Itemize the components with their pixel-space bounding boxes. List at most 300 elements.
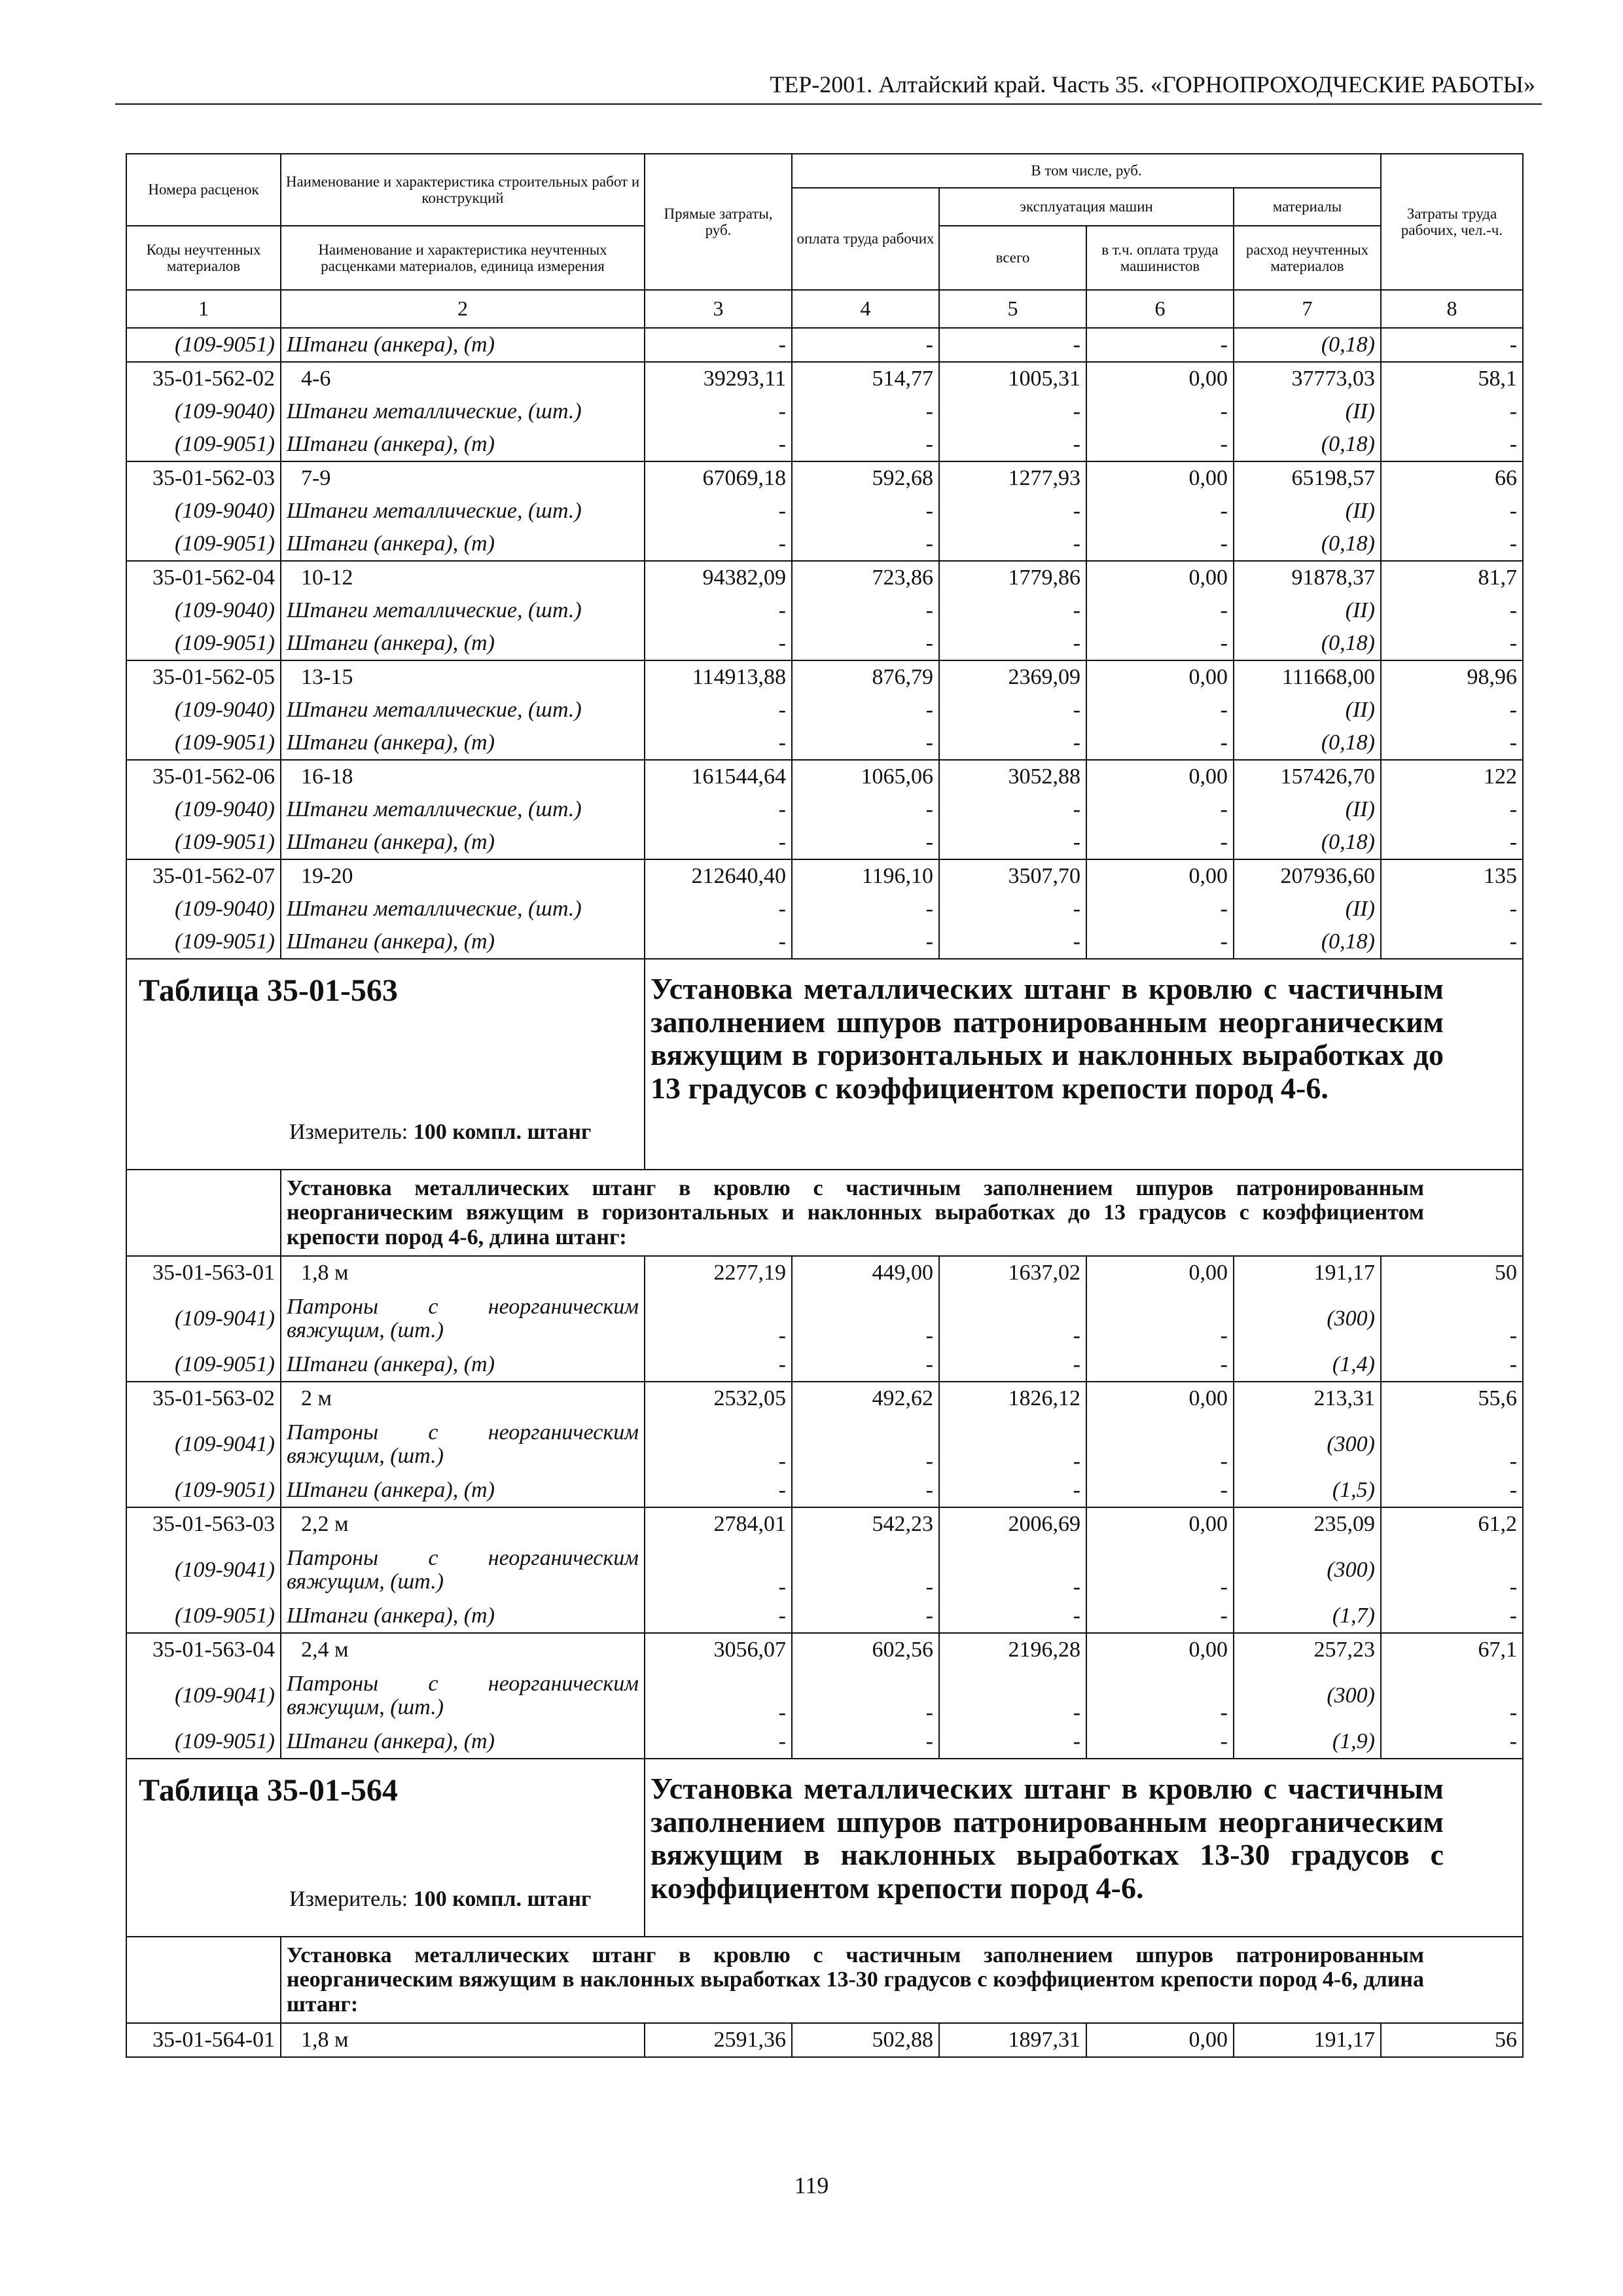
rate-name: Штанги (анкера), (т) xyxy=(281,1600,645,1633)
wages: - xyxy=(792,594,939,627)
wages: 514,77 xyxy=(792,362,939,395)
wages: - xyxy=(792,1474,939,1507)
operator-wages: 0,00 xyxy=(1086,760,1234,793)
direct-costs: - xyxy=(645,694,792,726)
labor-costs: - xyxy=(1381,1415,1523,1474)
material-usage: (300) xyxy=(1234,1541,1381,1600)
operator-wages: - xyxy=(1086,1415,1234,1474)
direct-costs: - xyxy=(645,826,792,859)
material-row xyxy=(126,925,1523,959)
table-563-title: Установка металлических штанг в кровлю с частичным заполнением шпуров патронированным неорганическим вяжущим в горизонтальных и наклонных выработках до 13 градусов с коэффициентом крепости пород 4-6. xyxy=(651,972,1444,1105)
rate-name: Штанги (анкера), (т) xyxy=(281,1474,645,1507)
material-row xyxy=(126,1541,1523,1600)
col-index: 4 xyxy=(792,290,939,328)
rate-row xyxy=(126,1633,1523,1666)
direct-costs: - xyxy=(645,1415,792,1474)
labor-costs: - xyxy=(1381,428,1523,461)
wages: 1196,10 xyxy=(792,859,939,893)
operator-wages: - xyxy=(1086,428,1234,461)
direct-costs: - xyxy=(645,1666,792,1725)
material-row xyxy=(126,1666,1523,1725)
machines-total: - xyxy=(939,726,1086,760)
labor-costs: - xyxy=(1381,826,1523,859)
labor-costs: - xyxy=(1381,627,1523,660)
machines-total: 1897,31 xyxy=(939,2023,1086,2057)
operator-wages: 0,00 xyxy=(1086,461,1234,495)
rate-name: Штанги (анкера), (т) xyxy=(281,328,645,362)
wages: - xyxy=(792,925,939,959)
col-index: 3 xyxy=(645,290,792,328)
header-labor-costs: Затраты труда рабочих, чел.-ч. xyxy=(1381,154,1523,290)
direct-costs: 2591,36 xyxy=(645,2023,792,2057)
material-usage: (II) xyxy=(1234,793,1381,826)
wages: - xyxy=(792,627,939,660)
rate-row xyxy=(126,859,1523,893)
rate-code: (109-9051) xyxy=(126,1600,281,1633)
material-row xyxy=(126,1348,1523,1382)
labor-costs: - xyxy=(1381,1474,1523,1507)
material-row xyxy=(126,395,1523,428)
material-usage: 111668,00 xyxy=(1234,660,1381,694)
col-index: 2 xyxy=(281,290,645,328)
labor-costs: - xyxy=(1381,1666,1523,1725)
material-usage: (0,18) xyxy=(1234,726,1381,760)
header-material-usage: расход неучтенных материалов xyxy=(1234,226,1381,290)
labor-costs: - xyxy=(1381,726,1523,760)
operator-wages: - xyxy=(1086,495,1234,528)
rate-code: 35-01-562-04 xyxy=(126,561,281,594)
rate-name: 1,8 м xyxy=(281,1256,645,1289)
measure-value: 100 компл. штанг xyxy=(413,1120,592,1144)
rate-name: 10-12 xyxy=(281,561,645,594)
table-563-measure xyxy=(132,1120,639,1145)
machines-total: - xyxy=(939,1666,1086,1725)
material-usage: 213,31 xyxy=(1234,1382,1381,1415)
header-total: всего xyxy=(939,226,1086,290)
measure-label: Измеритель: xyxy=(289,1120,408,1144)
operator-wages: - xyxy=(1086,627,1234,660)
header-direct-costs: Прямые затраты, руб. xyxy=(645,154,792,290)
direct-costs: 94382,09 xyxy=(645,561,792,594)
wages: - xyxy=(792,528,939,561)
direct-costs: - xyxy=(645,428,792,461)
labor-costs: 67,1 xyxy=(1381,1633,1523,1666)
table-563-desc: Установка металлических штанг в кровлю с частичным заполнением шпуров патронированным неорганическим вяжущим в горизонтальных и наклонных выработках до 13 градусов с коэффициентом крепости пород 4-6, длина штанг: xyxy=(287,1175,1425,1249)
rate-name: Штанги металлические, (шт.) xyxy=(281,495,645,528)
wages: - xyxy=(792,395,939,428)
material-row xyxy=(126,1415,1523,1474)
rate-name: Штанги металлические, (шт.) xyxy=(281,793,645,826)
col-index: 7 xyxy=(1234,290,1381,328)
machines-total: 2369,09 xyxy=(939,660,1086,694)
wages: 502,88 xyxy=(792,2023,939,2057)
header-machines: эксплуатация машин xyxy=(939,188,1234,226)
operator-wages: - xyxy=(1086,1474,1234,1507)
operator-wages: 0,00 xyxy=(1086,1382,1234,1415)
material-usage: (0,18) xyxy=(1234,528,1381,561)
rate-name: Штанги (анкера), (т) xyxy=(281,826,645,859)
header-col1-bottom: Коды неучтенных материалов xyxy=(126,226,281,290)
direct-costs: 114913,88 xyxy=(645,660,792,694)
rate-code: (109-9051) xyxy=(126,528,281,561)
direct-costs: 39293,11 xyxy=(645,362,792,395)
machines-total: - xyxy=(939,495,1086,528)
table-563-desc-row xyxy=(126,1170,1523,1256)
operator-wages: - xyxy=(1086,1289,1234,1348)
rate-name: 2,4 м xyxy=(281,1633,645,1666)
operator-wages: - xyxy=(1086,826,1234,859)
header-title: ТЕР-2001. Алтайский край. Часть 35. «ГОРНОПРОХОДЧЕСКИЕ РАБОТЫ» xyxy=(770,71,1535,98)
rate-code: 35-01-562-06 xyxy=(126,760,281,793)
machines-total: - xyxy=(939,1474,1086,1507)
material-usage: (II) xyxy=(1234,893,1381,925)
labor-costs: - xyxy=(1381,594,1523,627)
material-usage: (II) xyxy=(1234,694,1381,726)
wages: - xyxy=(792,1289,939,1348)
machines-total: - xyxy=(939,1541,1086,1600)
material-row xyxy=(126,694,1523,726)
direct-costs: - xyxy=(645,328,792,362)
rate-name: Патроны с неорганическим вяжущим, (шт.) xyxy=(281,1666,645,1725)
rate-name: Штанги (анкера), (т) xyxy=(281,1348,645,1382)
material-usage: (0,18) xyxy=(1234,627,1381,660)
machines-total: 1826,12 xyxy=(939,1382,1086,1415)
header-col1-top: Номера расценок xyxy=(126,154,281,226)
machines-total: - xyxy=(939,925,1086,959)
column-index-row xyxy=(126,290,1523,328)
measure-value: 100 компл. штанг xyxy=(413,1887,592,1911)
material-usage: 191,17 xyxy=(1234,1256,1381,1289)
machines-total: - xyxy=(939,627,1086,660)
rate-code: (109-9041) xyxy=(126,1289,281,1348)
machines-total: - xyxy=(939,395,1086,428)
rate-name: 2 м xyxy=(281,1382,645,1415)
rate-name: Патроны с неорганическим вяжущим, (шт.) xyxy=(281,1541,645,1600)
rate-row xyxy=(126,660,1523,694)
rate-code: (109-9051) xyxy=(126,726,281,760)
direct-costs: 2277,19 xyxy=(645,1256,792,1289)
wages: - xyxy=(792,726,939,760)
material-usage: 157426,70 xyxy=(1234,760,1381,793)
labor-costs: - xyxy=(1381,1600,1523,1633)
rate-code: 35-01-562-02 xyxy=(126,362,281,395)
direct-costs: - xyxy=(645,594,792,627)
labor-costs: - xyxy=(1381,395,1523,428)
operator-wages: 0,00 xyxy=(1086,1633,1234,1666)
table-564-desc: Установка металлических штанг в кровлю с частичным заполнением шпуров патронированным неорганическим вяжущим в наклонных выработках 13-30 градусов с коэффициентом крепости пород 4-6, длина штанг: xyxy=(287,1943,1425,2017)
material-usage: (1,4) xyxy=(1234,1348,1381,1382)
material-row xyxy=(126,627,1523,660)
machines-total: - xyxy=(939,328,1086,362)
wages: 592,68 xyxy=(792,461,939,495)
material-usage: (1,7) xyxy=(1234,1600,1381,1633)
rate-code: (109-9040) xyxy=(126,594,281,627)
material-row xyxy=(126,726,1523,760)
labor-costs: 50 xyxy=(1381,1256,1523,1289)
material-row xyxy=(126,428,1523,461)
wages: 602,56 xyxy=(792,1633,939,1666)
rate-code: (109-9051) xyxy=(126,627,281,660)
rate-row xyxy=(126,1382,1523,1415)
direct-costs: - xyxy=(645,1600,792,1633)
machines-total: 2196,28 xyxy=(939,1633,1086,1666)
table-564-title: Установка металлических штанг в кровлю с частичным заполнением шпуров патронированным неорганическим вяжущим в наклонных выработках 13-30 градусов с коэффициентом крепости пород 4-6. xyxy=(651,1772,1444,1905)
rate-code: (109-9051) xyxy=(126,925,281,959)
rate-name: Штанги (анкера), (т) xyxy=(281,1725,645,1759)
wages: 1065,06 xyxy=(792,760,939,793)
material-usage: 257,23 xyxy=(1234,1633,1381,1666)
operator-wages: - xyxy=(1086,793,1234,826)
material-usage: 65198,57 xyxy=(1234,461,1381,495)
operator-wages: - xyxy=(1086,594,1234,627)
rate-name: Штанги (анкера), (т) xyxy=(281,925,645,959)
operator-wages: - xyxy=(1086,1725,1234,1759)
direct-costs: 212640,40 xyxy=(645,859,792,893)
material-row xyxy=(126,826,1523,859)
operator-wages: - xyxy=(1086,893,1234,925)
direct-costs: - xyxy=(645,893,792,925)
wages: - xyxy=(792,495,939,528)
material-row xyxy=(126,1474,1523,1507)
rate-code: (109-9051) xyxy=(126,826,281,859)
machines-total: - xyxy=(939,1725,1086,1759)
rate-code: (109-9041) xyxy=(126,1666,281,1725)
rate-code: (109-9040) xyxy=(126,495,281,528)
operator-wages: - xyxy=(1086,528,1234,561)
machines-total: - xyxy=(939,594,1086,627)
labor-costs: 58,1 xyxy=(1381,362,1523,395)
operator-wages: 0,00 xyxy=(1086,1256,1234,1289)
labor-costs: - xyxy=(1381,328,1523,362)
rate-name: Штанги металлические, (шт.) xyxy=(281,594,645,627)
wages: - xyxy=(792,428,939,461)
machines-total: - xyxy=(939,893,1086,925)
operator-wages: - xyxy=(1086,1348,1234,1382)
rates-table xyxy=(126,153,1524,2058)
table-564-desc-row xyxy=(126,1937,1523,2023)
labor-costs: - xyxy=(1381,495,1523,528)
labor-costs: 98,96 xyxy=(1381,660,1523,694)
rate-code: 35-01-562-07 xyxy=(126,859,281,893)
header-wages: оплата труда рабочих xyxy=(792,188,939,290)
material-row xyxy=(126,893,1523,925)
material-usage: 207936,60 xyxy=(1234,859,1381,893)
machines-total: 1779,86 xyxy=(939,561,1086,594)
material-row xyxy=(126,528,1523,561)
machines-total: 1637,02 xyxy=(939,1256,1086,1289)
rate-row xyxy=(126,461,1523,495)
wages: - xyxy=(792,1541,939,1600)
direct-costs: 3056,07 xyxy=(645,1633,792,1666)
labor-costs: 55,6 xyxy=(1381,1382,1523,1415)
machines-total: 1005,31 xyxy=(939,362,1086,395)
rate-name: Патроны с неорганическим вяжущим, (шт.) xyxy=(281,1289,645,1348)
rate-code: 35-01-562-03 xyxy=(126,461,281,495)
direct-costs: - xyxy=(645,925,792,959)
direct-costs: - xyxy=(645,627,792,660)
rate-name: Штанги (анкера), (т) xyxy=(281,428,645,461)
rate-code: (109-9041) xyxy=(126,1415,281,1474)
labor-costs: 61,2 xyxy=(1381,1507,1523,1541)
direct-costs: 2532,05 xyxy=(645,1382,792,1415)
operator-wages: - xyxy=(1086,1541,1234,1600)
wages: - xyxy=(792,1600,939,1633)
material-usage: 37773,03 xyxy=(1234,362,1381,395)
material-usage: (1,9) xyxy=(1234,1725,1381,1759)
operator-wages: - xyxy=(1086,1600,1234,1633)
header-operator-wages: в т.ч. оплата труда машинистов xyxy=(1086,226,1234,290)
direct-costs: 2784,01 xyxy=(645,1507,792,1541)
material-usage: 235,09 xyxy=(1234,1507,1381,1541)
wages: - xyxy=(792,1415,939,1474)
measure-label: Измеритель: xyxy=(289,1887,408,1911)
direct-costs: - xyxy=(645,793,792,826)
rate-code: (109-9051) xyxy=(126,1725,281,1759)
rate-code: (109-9051) xyxy=(126,1348,281,1382)
machines-total: - xyxy=(939,1415,1086,1474)
wages: - xyxy=(792,893,939,925)
material-usage: (300) xyxy=(1234,1415,1381,1474)
header-col2-top: Наименование и характеристика строительных работ и конструкций xyxy=(281,154,645,226)
material-usage: (0,18) xyxy=(1234,328,1381,362)
col-index: 5 xyxy=(939,290,1086,328)
material-usage: (300) xyxy=(1234,1289,1381,1348)
operator-wages: 0,00 xyxy=(1086,2023,1234,2057)
rate-name: Штанги (анкера), (т) xyxy=(281,726,645,760)
rate-code: 35-01-562-05 xyxy=(126,660,281,694)
machines-total: 3052,88 xyxy=(939,760,1086,793)
operator-wages: - xyxy=(1086,694,1234,726)
wages: - xyxy=(792,1666,939,1725)
rate-name: 1,8 м xyxy=(281,2023,645,2057)
rate-code: (109-9051) xyxy=(126,428,281,461)
table-564-heading xyxy=(126,1759,1523,1937)
direct-costs: - xyxy=(645,395,792,428)
wages: - xyxy=(792,1725,939,1759)
material-usage: 91878,37 xyxy=(1234,561,1381,594)
machines-total: 2006,69 xyxy=(939,1507,1086,1541)
labor-costs: - xyxy=(1381,925,1523,959)
direct-costs: - xyxy=(645,1474,792,1507)
operator-wages: 0,00 xyxy=(1086,561,1234,594)
material-row xyxy=(126,328,1523,362)
labor-costs: - xyxy=(1381,1725,1523,1759)
page-header xyxy=(115,65,1542,105)
col-index: 8 xyxy=(1381,290,1523,328)
operator-wages: 0,00 xyxy=(1086,362,1234,395)
direct-costs: - xyxy=(645,1348,792,1382)
rate-name: Патроны с неорганическим вяжущим, (шт.) xyxy=(281,1415,645,1474)
material-usage: (II) xyxy=(1234,594,1381,627)
labor-costs: 66 xyxy=(1381,461,1523,495)
material-usage: (0,18) xyxy=(1234,428,1381,461)
operator-wages: 0,00 xyxy=(1086,660,1234,694)
material-usage: (300) xyxy=(1234,1666,1381,1725)
labor-costs: - xyxy=(1381,694,1523,726)
machines-total: - xyxy=(939,694,1086,726)
labor-costs: 81,7 xyxy=(1381,561,1523,594)
rate-code: (109-9040) xyxy=(126,395,281,428)
direct-costs: - xyxy=(645,1541,792,1600)
rate-name: Штанги металлические, (шт.) xyxy=(281,893,645,925)
rate-code: 35-01-563-02 xyxy=(126,1382,281,1415)
machines-total: - xyxy=(939,826,1086,859)
wages: - xyxy=(792,826,939,859)
wages: 723,86 xyxy=(792,561,939,594)
labor-costs: - xyxy=(1381,793,1523,826)
direct-costs: - xyxy=(645,495,792,528)
wages: 449,00 xyxy=(792,1256,939,1289)
wages: 492,62 xyxy=(792,1382,939,1415)
direct-costs: 67069,18 xyxy=(645,461,792,495)
direct-costs: - xyxy=(645,1725,792,1759)
rate-name: 7-9 xyxy=(281,461,645,495)
wages: - xyxy=(792,1348,939,1382)
rate-name: 4-6 xyxy=(281,362,645,395)
rate-code: (109-9040) xyxy=(126,694,281,726)
table-564-label: Таблица 35-01-564 xyxy=(139,1773,398,1808)
rate-row xyxy=(126,1507,1523,1541)
operator-wages: 0,00 xyxy=(1086,1507,1234,1541)
rate-code: 35-01-563-04 xyxy=(126,1633,281,1666)
operator-wages: - xyxy=(1086,726,1234,760)
rate-code: (109-9040) xyxy=(126,793,281,826)
labor-costs: 56 xyxy=(1381,2023,1523,2057)
rate-name: 13-15 xyxy=(281,660,645,694)
direct-costs: 161544,64 xyxy=(645,760,792,793)
wages: 876,79 xyxy=(792,660,939,694)
material-usage: 191,17 xyxy=(1234,2023,1381,2057)
material-usage: (II) xyxy=(1234,495,1381,528)
rate-row xyxy=(126,2023,1523,2057)
table-564-measure xyxy=(132,1887,639,1912)
machines-total: - xyxy=(939,428,1086,461)
material-row xyxy=(126,793,1523,826)
operator-wages: - xyxy=(1086,395,1234,428)
rate-row xyxy=(126,561,1523,594)
machines-total: - xyxy=(939,1348,1086,1382)
rate-row xyxy=(126,362,1523,395)
direct-costs: - xyxy=(645,1289,792,1348)
wages: - xyxy=(792,328,939,362)
labor-costs: 122 xyxy=(1381,760,1523,793)
rate-code: (109-9051) xyxy=(126,1474,281,1507)
rate-name: Штанги (анкера), (т) xyxy=(281,528,645,561)
rate-name: Штанги (анкера), (т) xyxy=(281,627,645,660)
header-materials: материалы xyxy=(1234,188,1381,226)
rate-code: 35-01-563-03 xyxy=(126,1507,281,1541)
rate-code: (109-9051) xyxy=(126,328,281,362)
operator-wages: - xyxy=(1086,1666,1234,1725)
wages: - xyxy=(792,793,939,826)
machines-total: - xyxy=(939,1289,1086,1348)
operator-wages: - xyxy=(1086,328,1234,362)
direct-costs: - xyxy=(645,528,792,561)
wages: - xyxy=(792,694,939,726)
rate-row xyxy=(126,760,1523,793)
operator-wages: - xyxy=(1086,925,1234,959)
labor-costs: - xyxy=(1381,1289,1523,1348)
machines-total: 1277,93 xyxy=(939,461,1086,495)
col-index: 6 xyxy=(1086,290,1234,328)
col-index: 1 xyxy=(126,290,281,328)
header-incl: В том числе, руб. xyxy=(792,154,1381,188)
wages: 542,23 xyxy=(792,1507,939,1541)
table-563-heading xyxy=(126,959,1523,1170)
rate-name: Штанги металлические, (шт.) xyxy=(281,694,645,726)
rate-code: (109-9041) xyxy=(126,1541,281,1600)
rate-code: 35-01-564-01 xyxy=(126,2023,281,2057)
